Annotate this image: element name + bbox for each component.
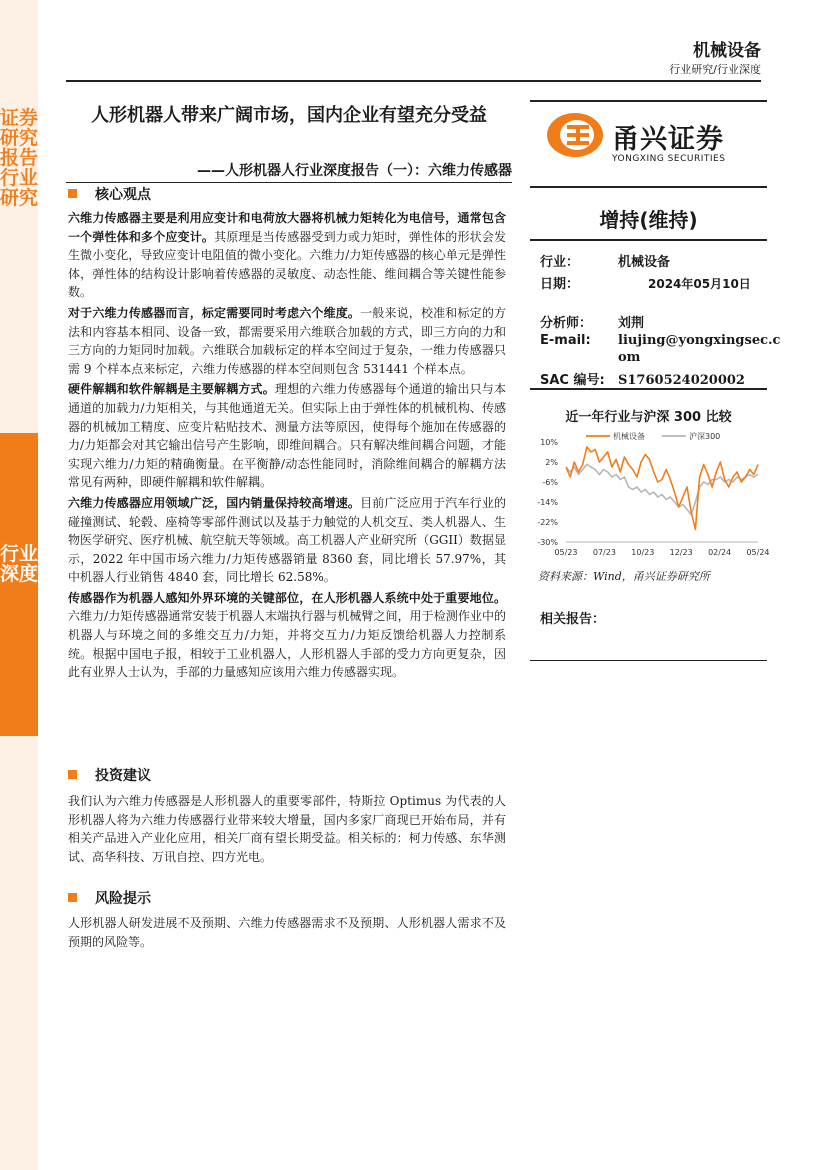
info-label: E-mail: [540, 333, 591, 348]
core-paragraph-text: 一般来说，校准和标定的方法和内容基本相同、设备一致，都需要采用六维联合加载的方式，即三方向的力和三方向的力矩同时加载。六维联合加载标定的样本空间过于复杂，一维力传感器只需 9 个样本点来标定，六维力传感器的样本空间则包含 531441 个样本点。 [68, 305, 506, 376]
right-divider [530, 186, 767, 188]
info-label: SAC 编号: [540, 373, 605, 388]
info-analyst [540, 312, 644, 331]
info-value: 机械设备 [618, 255, 671, 270]
core-paragraph [68, 304, 506, 378]
y-tick-label: -14% [537, 498, 558, 507]
right-divider [530, 388, 767, 390]
sidebar-report-depth: 行业深度 [0, 543, 39, 585]
info-label: 行业： [540, 255, 580, 270]
section-risk-heading [68, 888, 151, 908]
chart-title: 近一年行业与沪深 300 比较 [565, 410, 732, 425]
invest-paragraph: 我们认为六维力传感器是人形机器人的重要零部件，特斯拉 Optimus 为代表的人形机器人将为六维力传感器行业带来较大增量，国内多家厂商现已开始布局，并有相关产品进入产业化应用，相关厂商有望长期受益。相关标的：柯力传感、东华测试、高华科技、万讯自控、四方光电。 [68, 794, 506, 864]
section-risk-label: 风险提示 [95, 891, 151, 907]
core-paragraph-text: 理想的六维力传感器每个通道的输出只与本通道的加载力/力矩相关，与其他通道无关。但实际上由于弹性体的机械机构、传感器的机械加工精度、应变片粘贴技术、测量方法等原因，使得每个施加在传感器的力/力矩都会对其它输出信号产生影响，即维间耦合。只有解决维间耦合问题，才能实现六维力/力矩的精确衡量。在平衡静/动态性能同时，消除维间耦合的解耦方法常见有两种，即硬件解耦和软件解耦。 [68, 382, 506, 490]
core-paragraph-text: 其原理是当传感器受到力或力矩时，弹性体的形状会发生微小变化，导致应变计电阻值的微小变化。六维力/力矩传感器的核心单元是弹性体，弹性体的结构设计影响着传感器的灵敏度、动态性能、维间耦合等关键性能参数。 [68, 229, 506, 300]
y-tick-label: 2% [545, 458, 558, 467]
y-tick-label: -30% [537, 538, 558, 547]
legend-label: 机械设备 [613, 432, 645, 441]
legend-label: 沪深300 [689, 432, 721, 441]
rating: 增持(维持) [599, 208, 698, 232]
core-paragraph-lead: 传感器作为机器人感知外界环境的关键部位，在人形机器人系统中处于重要地位。 [68, 590, 506, 605]
right-bottom-divider [530, 660, 767, 661]
core-paragraph-lead: 六维力传感器主要是利用应变计和电荷放大器将机械力矩转化为电信号，通常包含一个弹性体和多个应变计。 [68, 211, 506, 244]
core-body [68, 209, 506, 684]
x-tick-label: 07/23 [592, 548, 616, 557]
comparison-chart [530, 426, 770, 566]
sidebar-top [0, 0, 38, 433]
y-tick-label: -22% [537, 518, 558, 527]
invest-body [68, 792, 506, 868]
series-line-hs300 [566, 465, 758, 515]
info-email-cont: om [618, 350, 641, 365]
info-sac [540, 369, 745, 388]
core-paragraph-lead: 六维力传感器应用领域广泛，国内销量保持较高增速。 [68, 495, 361, 510]
section-bullet-icon [68, 770, 77, 779]
core-paragraph [68, 380, 506, 492]
core-paragraph [68, 589, 506, 682]
related-reports-label: 相关报告： [540, 612, 606, 627]
report-title: 人形机器人带来广阔市场，国内企业有望充分受益 [91, 105, 487, 126]
y-tick-label: -6% [542, 478, 558, 487]
sidebar-report-type: 证券研究报告 行业研究 [0, 107, 39, 209]
x-tick-label: 02/24 [708, 548, 732, 557]
header-subtitle: 行业研究/行业深度 [669, 63, 761, 76]
info-label: 日期： [540, 277, 580, 292]
brand-name-en: YONGXING SECURITIES [612, 154, 726, 164]
x-tick-label: 12/23 [669, 548, 693, 557]
section-invest-heading [68, 765, 151, 785]
risk-paragraph: 人形机器人研发进展不及预期、六维力传感器需求不及预期、人形机器人需求不及预期的风险等。 [68, 916, 506, 949]
core-paragraph-text: 六维力/力矩传感器通常安装于机器人末端执行器与机械臂之间，用于检测作业中的机器人与环境之间的多维交互力/力矩，并将交互力/力矩反馈给机器人力控制系统。根据中国电子报，相较于工业机器人，人形机器人手部的受力方向更复杂，因此有业界人士认为，手部的力量感知应该用六维力传感器实现。 [68, 609, 506, 680]
info-label: 分析师： [540, 316, 593, 331]
section-core-heading [68, 184, 151, 204]
right-top-divider [530, 100, 767, 102]
info-value: 刘荆 [618, 316, 645, 331]
core-paragraph [68, 209, 506, 302]
core-paragraph [68, 494, 506, 587]
header-divider [66, 80, 761, 82]
info-value: 2024年05月10日 [648, 277, 751, 291]
series-line-machinery [566, 447, 758, 530]
chart-source: 资料来源：Wind，甬兴证券研究所 [538, 570, 710, 583]
y-tick-label: 10% [540, 438, 558, 447]
header-sector: 机械设备 [693, 41, 761, 61]
core-paragraph-text: 目前广泛应用于汽车行业的碰撞测试、轮毂、座椅等零部件测试以及基于力触觉的人机交互、类人机器人、生物医学研究、医疗机械、航空航天等领域。高工机器人产业研究所（GGII）数据显示，2022 年中国市场六维力/力矩传感器销量 8360 套，同比增长 57.97%，其中机器人行业销售 4840 套，同比增长 62.58%。 [68, 495, 506, 585]
info-date [540, 273, 751, 292]
core-paragraph-lead: 对于六维力传感器而言，标定需要同时考虑六个维度。 [68, 305, 361, 320]
x-tick-label: 05/24 [746, 548, 770, 557]
x-tick-label: 05/23 [554, 548, 578, 557]
report-subtitle: ——人形机器人行业深度报告（一）：六维力传感器 [66, 160, 512, 183]
section-invest-label: 投资建议 [95, 768, 151, 784]
info-industry [540, 251, 670, 270]
risk-body [68, 914, 506, 953]
info-email [540, 333, 780, 348]
right-divider [530, 239, 767, 241]
brand-name: 甬兴证券 [612, 124, 724, 155]
info-email-value[interactable]: liujing@yongxingsec.c [618, 333, 781, 348]
info-value: S1760524020002 [618, 373, 745, 388]
core-paragraph-lead: 硬件解耦和软件解耦是主要解耦方式。 [68, 382, 275, 397]
sidebar-bottom [0, 736, 38, 1170]
brand-logo-icon [545, 111, 605, 159]
section-core-label: 核心观点 [95, 187, 151, 203]
section-bullet-icon [68, 189, 77, 198]
x-tick-label: 10/23 [631, 548, 655, 557]
section-bullet-icon [68, 893, 77, 902]
